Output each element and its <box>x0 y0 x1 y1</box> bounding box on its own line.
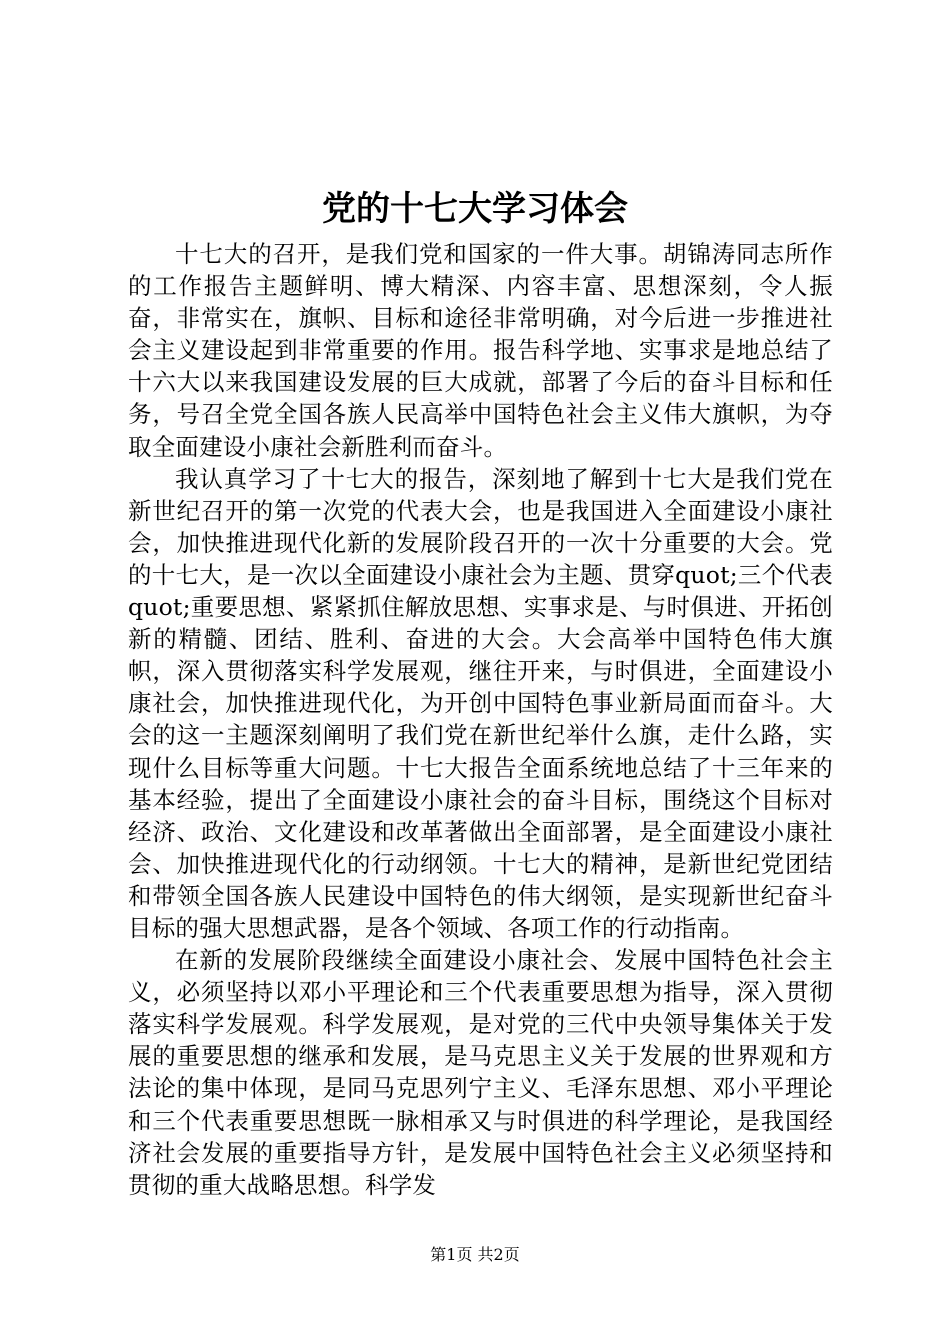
page-footer: 第1页 共2页 <box>430 1245 520 1264</box>
paragraph-1: 十七大的召开，是我们党和国家的一件大事。胡锦涛同志所作的工作报告主题鲜明、博大精深、内容丰富、思想深刻，令人振奋，非常实在，旗帜、目标和途径非常明确，对今后进一步推进社会主义建设起到非常重要的作用。报告科学地、实事求是地总结了十六大以来我国建设发展的巨大成就，部署了今后的奋斗目标和任务，号召全党全国各族人民高举中国特色社会主义伟大旗帜，为夺取全面建设小康社会新胜利而奋斗。 <box>128 240 833 461</box>
document-title: 党的十七大学习体会 <box>322 189 628 229</box>
paragraph-2: 我认真学习了十七大的报告，深刻地了解到十七大是我们党在新世纪召开的第一次党的代表大会，也是我国进入全面建设小康社会，加快推进现代化新的发展阶段召开的一次十分重要的大会。党的十七大，是一次以全面建设小康社会为主题、贯穿quot;三个代表quot;重要思想、紧紧抓住解放思想、实事求是、与时俱进、开拓创新的精髓、团结、胜利、奋进的大会。大会高举中国特色伟大旗帜，深入贯彻落实科学发展观，继往开来，与时俱进，全面建设小康社会，加快推进现代化，为开创中国特色事业新局面而奋斗。大会的这一主题深刻阐明了我们党在新世纪举什么旗，走什么路，实现什么目标等重大问题。十七大报告全面系统地总结了十三年来的基本经验，提出了全面建设小康社会的奋斗目标，围绕这个目标对经济、政治、文化建设和改革著做出全面部署，是全面建设小康社会、加快推进现代化的行动纲领。十七大的精神，是新世纪党团结和带领全国各族人民建设中国特色的伟大纲领，是实现新世纪奋斗目标的强大思想武器，是各个领域、各项工作的行动指南。 <box>128 464 833 942</box>
paragraph-3: 在新的发展阶段继续全面建设小康社会、发展中国特色社会主义，必须坚持以邓小平理论和三个代表重要思想为指导，深入贯彻落实科学发展观。科学发展观，是对党的三代中央领导集体关于发展的重要思想的继承和发展，是马克思主义关于发展的世界观和方法论的集中体现，是同马克思列宁主义、毛泽东思想、邓小平理论和三个代表重要思想既一脉相承又与时俱进的科学理论，是我国经济社会发展的重要指导方针，是发展中国特色社会主义必须坚持和贯彻的重大战略思想。科学发 <box>128 946 833 1199</box>
document-body <box>128 238 833 1201</box>
